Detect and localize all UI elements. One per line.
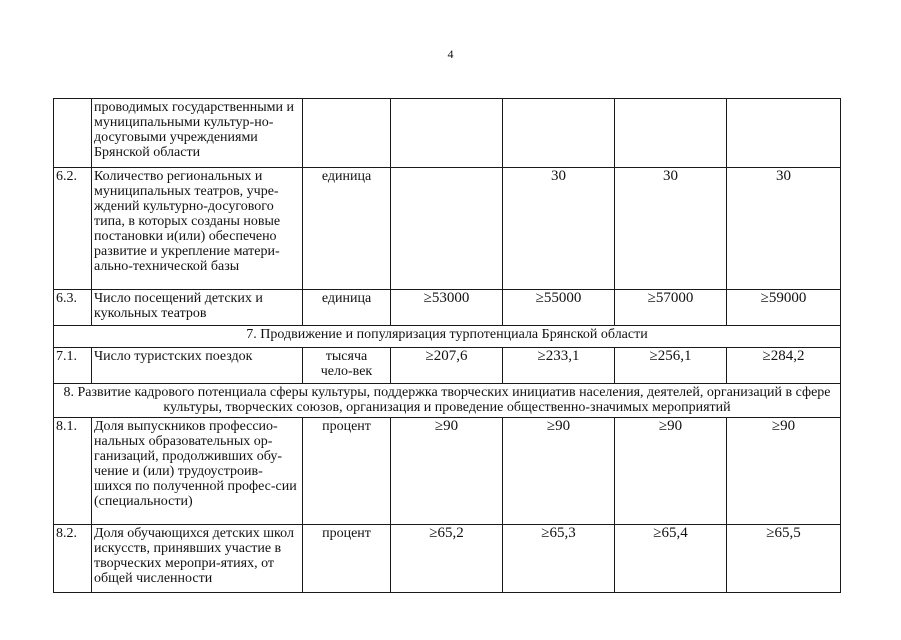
indicator-name: Число посещений детских и кукольных театров [92,290,303,326]
row-number: 6.3. [54,290,92,326]
value-cell-2: ≥233,1 [503,348,615,384]
unit-label: тысяча чело-век [320,349,373,379]
table-row-continuation [54,99,841,168]
page-number: 4 [447,47,454,61]
value-cell-1 [391,168,503,290]
unit-cell [303,99,391,168]
unit-cell: процент [303,418,391,525]
value-cell-3: 30 [615,168,727,290]
section-row-8 [54,384,841,418]
row-number [54,99,92,168]
value-cell-3: ≥65,4 [615,525,727,593]
row-number: 8.2. [54,525,92,593]
unit-cell: процент [303,525,391,593]
indicator-name: Число туристских поездок [92,348,303,384]
indicator-name: Количество региональных и муниципальных театров, учре-ждений культурно-досугового типа, в которых созданы новые постановки и(или) обеспечено развитие и укрепление матери-ально-технической базы [92,168,303,290]
value-cell-3: ≥90 [615,418,727,525]
table-row-7-1 [54,348,841,384]
row-number: 6.2. [54,168,92,290]
value-cell-2 [503,99,615,168]
indicator-name: Доля обучающихся детских школ искусств, принявших участие в творческих меропри-ятиях, от общей численности [92,525,303,593]
value-cell-3 [615,99,727,168]
row-number: 8.1. [54,418,92,525]
value-cell-2: ≥55000 [503,290,615,326]
value-cell-4 [727,99,841,168]
unit-cell: единица [303,168,391,290]
table-row-6-3 [54,290,841,326]
indicators-table [53,98,841,593]
section-title: 8. Развитие кадрового потенциала сферы культуры, поддержка творческих инициатив населения, деятелей, организаций в сфере культуры, творческих союзов, организация и проведение общественно-значимых мероприятий [54,384,841,418]
value-cell-1: ≥65,2 [391,525,503,593]
value-cell-4: 30 [727,168,841,290]
value-cell-4: ≥90 [727,418,841,525]
value-cell-4: ≥59000 [727,290,841,326]
table-row-6-2 [54,168,841,290]
value-cell-2: 30 [503,168,615,290]
row-number: 7.1. [54,348,92,384]
unit-cell [303,348,391,384]
unit-cell: единица [303,290,391,326]
section-row-7 [54,326,841,348]
table-row-8-2 [54,525,841,593]
value-cell-2: ≥90 [503,418,615,525]
value-cell-3: ≥256,1 [615,348,727,384]
value-cell-1: ≥90 [391,418,503,525]
value-cell-2: ≥65,3 [503,525,615,593]
value-cell-1: ≥207,6 [391,348,503,384]
value-cell-4: ≥65,5 [727,525,841,593]
indicator-name: проводимых государственными и муниципальными культур-но-досуговыми учреждениями Брянской области [92,99,303,168]
value-cell-4: ≥284,2 [727,348,841,384]
value-cell-3: ≥57000 [615,290,727,326]
indicator-name: Доля выпускников профессио-нальных образовательных ор-ганизаций, продолживших обу-чение и (или) трудоустроив-шихся по полученной профес-сии (специальности) [92,418,303,525]
value-cell-1 [391,99,503,168]
section-title: 7. Продвижение и популяризация турпотенциала Брянской области [54,326,841,348]
table-row-8-1 [54,418,841,525]
value-cell-1: ≥53000 [391,290,503,326]
